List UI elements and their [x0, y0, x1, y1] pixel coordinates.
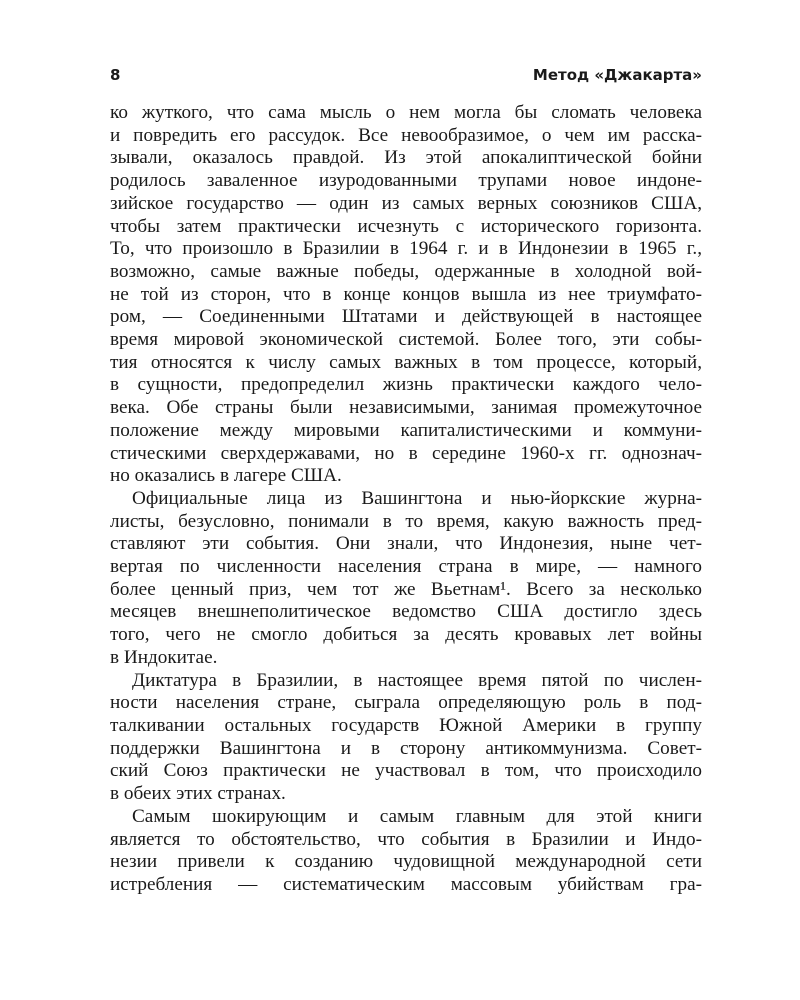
text-line: время мировой экономической системой. Более того, эти собы- — [110, 329, 702, 351]
text-line: того, чего не смогло добиться за десять кровавых лет войны — [110, 624, 702, 646]
text-line: зийское государство — один из самых верных союзников США, — [110, 192, 702, 214]
text-line: чтобы затем практически исчезнуть с исторического горизонта. — [110, 215, 702, 237]
paragraph — [110, 488, 702, 670]
body-text — [110, 102, 702, 897]
text-line: зывали, оказалось правдой. Из этой апокалиптической бойни — [110, 147, 702, 169]
paragraph — [110, 806, 702, 897]
text-line: не той из сторон, что в конце концов вышла из нее триумфато- — [110, 283, 702, 305]
paragraph — [110, 670, 702, 806]
text-line: ский Союз практически не участвовал в том, что происходило — [110, 760, 702, 782]
text-line: истребления — систематическим массовым убийствам гра- — [110, 873, 702, 895]
running-head — [110, 66, 702, 88]
text-line: месяцев внешнеполитическое ведомство США достигло здесь — [110, 601, 702, 623]
text-line: незии привели к созданию чудовищной международной сети — [110, 851, 702, 873]
text-line: возможно, самые важные победы, одержанные в холодной вой- — [110, 260, 702, 282]
text-line: положение между мировыми капиталистическими и коммуни- — [110, 419, 702, 441]
text-line: ставляют эти события. Они знали, что Индонезия, ныне чет- — [110, 533, 702, 555]
text-line: в обеих этих странах. — [110, 783, 286, 805]
text-line: является то обстоятельство, что события в Бразилии и Индо- — [110, 828, 702, 850]
text-line: листы, безусловно, понимали в то время, какую важность пред- — [110, 510, 702, 532]
text-line: более ценный приз, чем тот же Вьетнам¹. Всего за несколько — [110, 578, 702, 600]
page-number: 8 — [110, 66, 121, 84]
text-line: Диктатура в Бразилии, в настоящее время пятой по числен- — [132, 669, 702, 691]
book-page — [110, 66, 702, 897]
text-line: родилось заваленное изуродованными трупами новое индоне- — [110, 170, 702, 192]
text-line: века. Обе страны были независимыми, занимая промежуточное — [110, 397, 702, 419]
text-line: То, что произошло в Бразилии в 1964 г. и в Индонезии в 1965 г., — [110, 238, 702, 260]
paragraph — [110, 102, 702, 488]
text-line: Самым шокирующим и самым главным для этой книги — [132, 805, 702, 827]
text-line: стическими сверхдержавами, но в середине 1960-х гг. однознач- — [110, 442, 702, 464]
running-title: Метод «Джакарта» — [532, 66, 702, 84]
text-line: в сущности, предопределил жизнь практически каждого чело- — [110, 374, 702, 396]
text-line: ности населения стране, сыграла определяющую роль в под- — [110, 692, 702, 714]
text-line: в Индокитае. — [110, 646, 218, 668]
text-line: ром, — Соединенными Штатами и действующей в настоящее — [110, 306, 702, 328]
text-line: поддержки Вашингтона и в сторону антикоммунизма. Совет- — [110, 737, 702, 759]
text-line: но оказались в лагере США. — [110, 465, 342, 487]
text-line: талкивании остальных государств Южной Америки в группу — [110, 714, 702, 736]
text-line: и повредить его рассудок. Все невообразимое, о чем им расска- — [110, 124, 702, 146]
text-line: Официальные лица из Вашингтона и нью-йоркские журна- — [132, 487, 702, 509]
text-line: ко жуткого, что сама мысль о нем могла бы сломать человека — [110, 102, 702, 123]
text-line: тия относятся к числу самых важных в том процессе, который, — [110, 351, 702, 373]
text-line: вертая по численности населения страна в мире, — намного — [110, 556, 702, 578]
